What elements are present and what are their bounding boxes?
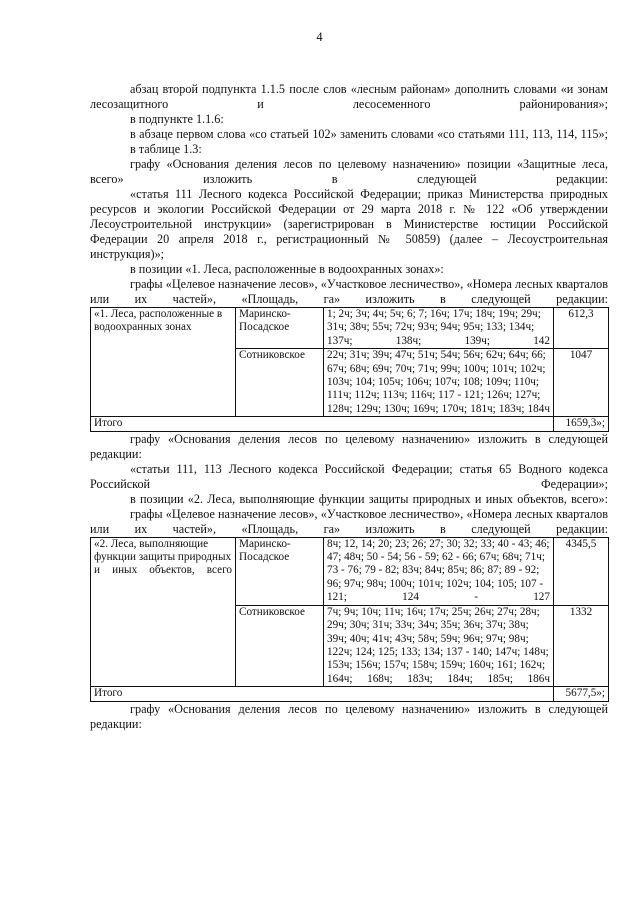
paragraph: в позиции «1. Леса, расположенные в водоохранных зонах»: [130,262,444,276]
forest-table-1 [90,307,609,432]
district-cell: Маринско-Посадское [236,308,324,349]
district-cell: Сотниковское [236,349,324,417]
table-row [91,537,609,605]
paragraph: графу «Основания деления лесов по целевому назначению» изложить в следующей редакции: [90,701,608,731]
document-body [90,82,608,732]
purpose-cell: «1. Леса, расположенные в водоохранных зонах [91,308,236,417]
paragraph: графы «Целевое назначение лесов», «Участковое лесничество», «Номера лесных кварталов или их частей», «Площадь, га» изложить в следующей редакции: [90,506,608,536]
paragraph: в позиции «2. Леса, выполняющие функции защиты природных и иных объектов, всего»: [130,491,608,506]
table-total-row [91,687,609,701]
area-cell: 4345,5 [554,537,609,605]
forest-table-2 [90,537,609,702]
purpose-cell: «2. Леса, выполняющие функции защиты природных и иных объектов, всего [91,537,236,686]
paragraph: графы «Целевое назначение лесов», «Участковое лесничество», «Номера лесных кварталов или их частей», «Площадь, га» изложить в следующей редакции: [90,277,608,306]
paragraph: графу «Основания деления лесов по целевому назначению» позиции «Защитные леса, всего» изложить в следующей редакции: [90,157,608,186]
quarters-cell: 1; 2ч; 3ч; 4ч; 5ч; 6; 7; 16ч; 17ч; 18ч; 19ч; 29ч; 31ч; 38ч; 55ч; 72ч; 93ч; 94ч; 95ч; 133; 134ч; 137ч; 138ч; 139ч; 142 [324,308,554,349]
area-cell: 612,3 [554,308,609,349]
area-cell: 1332 [554,605,609,686]
quarters-cell: 8ч; 12, 14; 20; 23; 26; 27; 30; 32; 33; 40 - 43; 46; 47; 48ч; 50 - 54; 56 - 59; 62 - 66; 67ч; 68ч; 71ч; 73 - 76; 79 - 82; 83ч; 84ч; 85ч; 86; 87; 89 - 92; 96; 97ч; 98ч; 100ч; 101ч; 102ч; 104; 105; 107 - 121; 124 - 127 [324,537,554,605]
paragraph: графу «Основания деления лесов по целевому назначению» изложить в следующей редакции: [90,431,608,461]
paragraph: «статья 111 Лесного кодекса Российской Федерации; приказ Министерства природных ресурсов и экологии Российской Федерации от 29 марта 2018 г. № 122 «Об утверждении Лесоустроительной инструкции» (зарегистрирован в Министерстве юстиции Российской Федерации 20 апреля 2018 г., регистрационный № 50859) (далее – Лесоустроительная инструкция)»; [90,187,608,261]
table-row [91,308,609,349]
total-value: 5677,5»; [554,687,609,701]
district-cell: Сотниковское [236,605,324,686]
total-value: 1659,3»; [554,417,609,431]
district-cell: Маринско-Посадское [236,537,324,605]
paragraph: абзац второй подпункта 1.1.5 после слов «лесным районам» дополнить словами «и зонам лесозащитного и лесосеменного районирования»; [90,82,608,111]
area-cell: 1047 [554,349,609,417]
paragraph: в подпункте 1.1.6: [130,112,224,126]
total-label: Итого [91,417,554,431]
page-number: 4 [316,30,323,44]
table-total-row [91,417,609,431]
paragraph: в абзаце первом слова «со статьей 102» заменить словами «со статьями 111, 113, 114, 115»; [130,127,608,141]
paragraph: в таблице 1.3: [130,142,202,156]
quarters-cell: 7ч; 9ч; 10ч; 11ч; 16ч; 17ч; 25ч; 26ч; 27ч; 28ч; 29ч; 30ч; 31ч; 33ч; 34ч; 35ч; 36ч; 37ч; 38ч; 39ч; 40ч; 41ч; 43ч; 58ч; 59ч; 96ч; 97ч; 98ч; 122ч; 124; 125; 133; 134; 137 - 140; 147ч; 148ч; 153ч; 156ч; 157ч; 158ч; 159ч; 160ч; 161; 162ч; 164ч; 168ч; 183ч; 184ч; 185ч; 186ч [324,605,554,686]
paragraph: «статьи 111, 113 Лесного кодекса Российской Федерации; статья 65 Водного кодекса Российской Федерации»; [90,461,608,491]
total-label: Итого [91,687,554,701]
quarters-cell: 22ч; 31ч; 39ч; 47ч; 51ч; 54ч; 56ч; 62ч; 64ч; 66; 67ч; 68ч; 69ч; 70ч; 71ч; 99ч; 100ч; 101ч; 102ч; 103ч; 104; 105ч; 106ч; 107ч; 108; 109ч; 110ч; 111ч; 112ч; 113ч; 116ч; 117 - 121; 126ч; 127ч; 128ч; 129ч; 130ч; 169ч; 170ч; 181ч; 183ч; 184ч [324,349,554,417]
